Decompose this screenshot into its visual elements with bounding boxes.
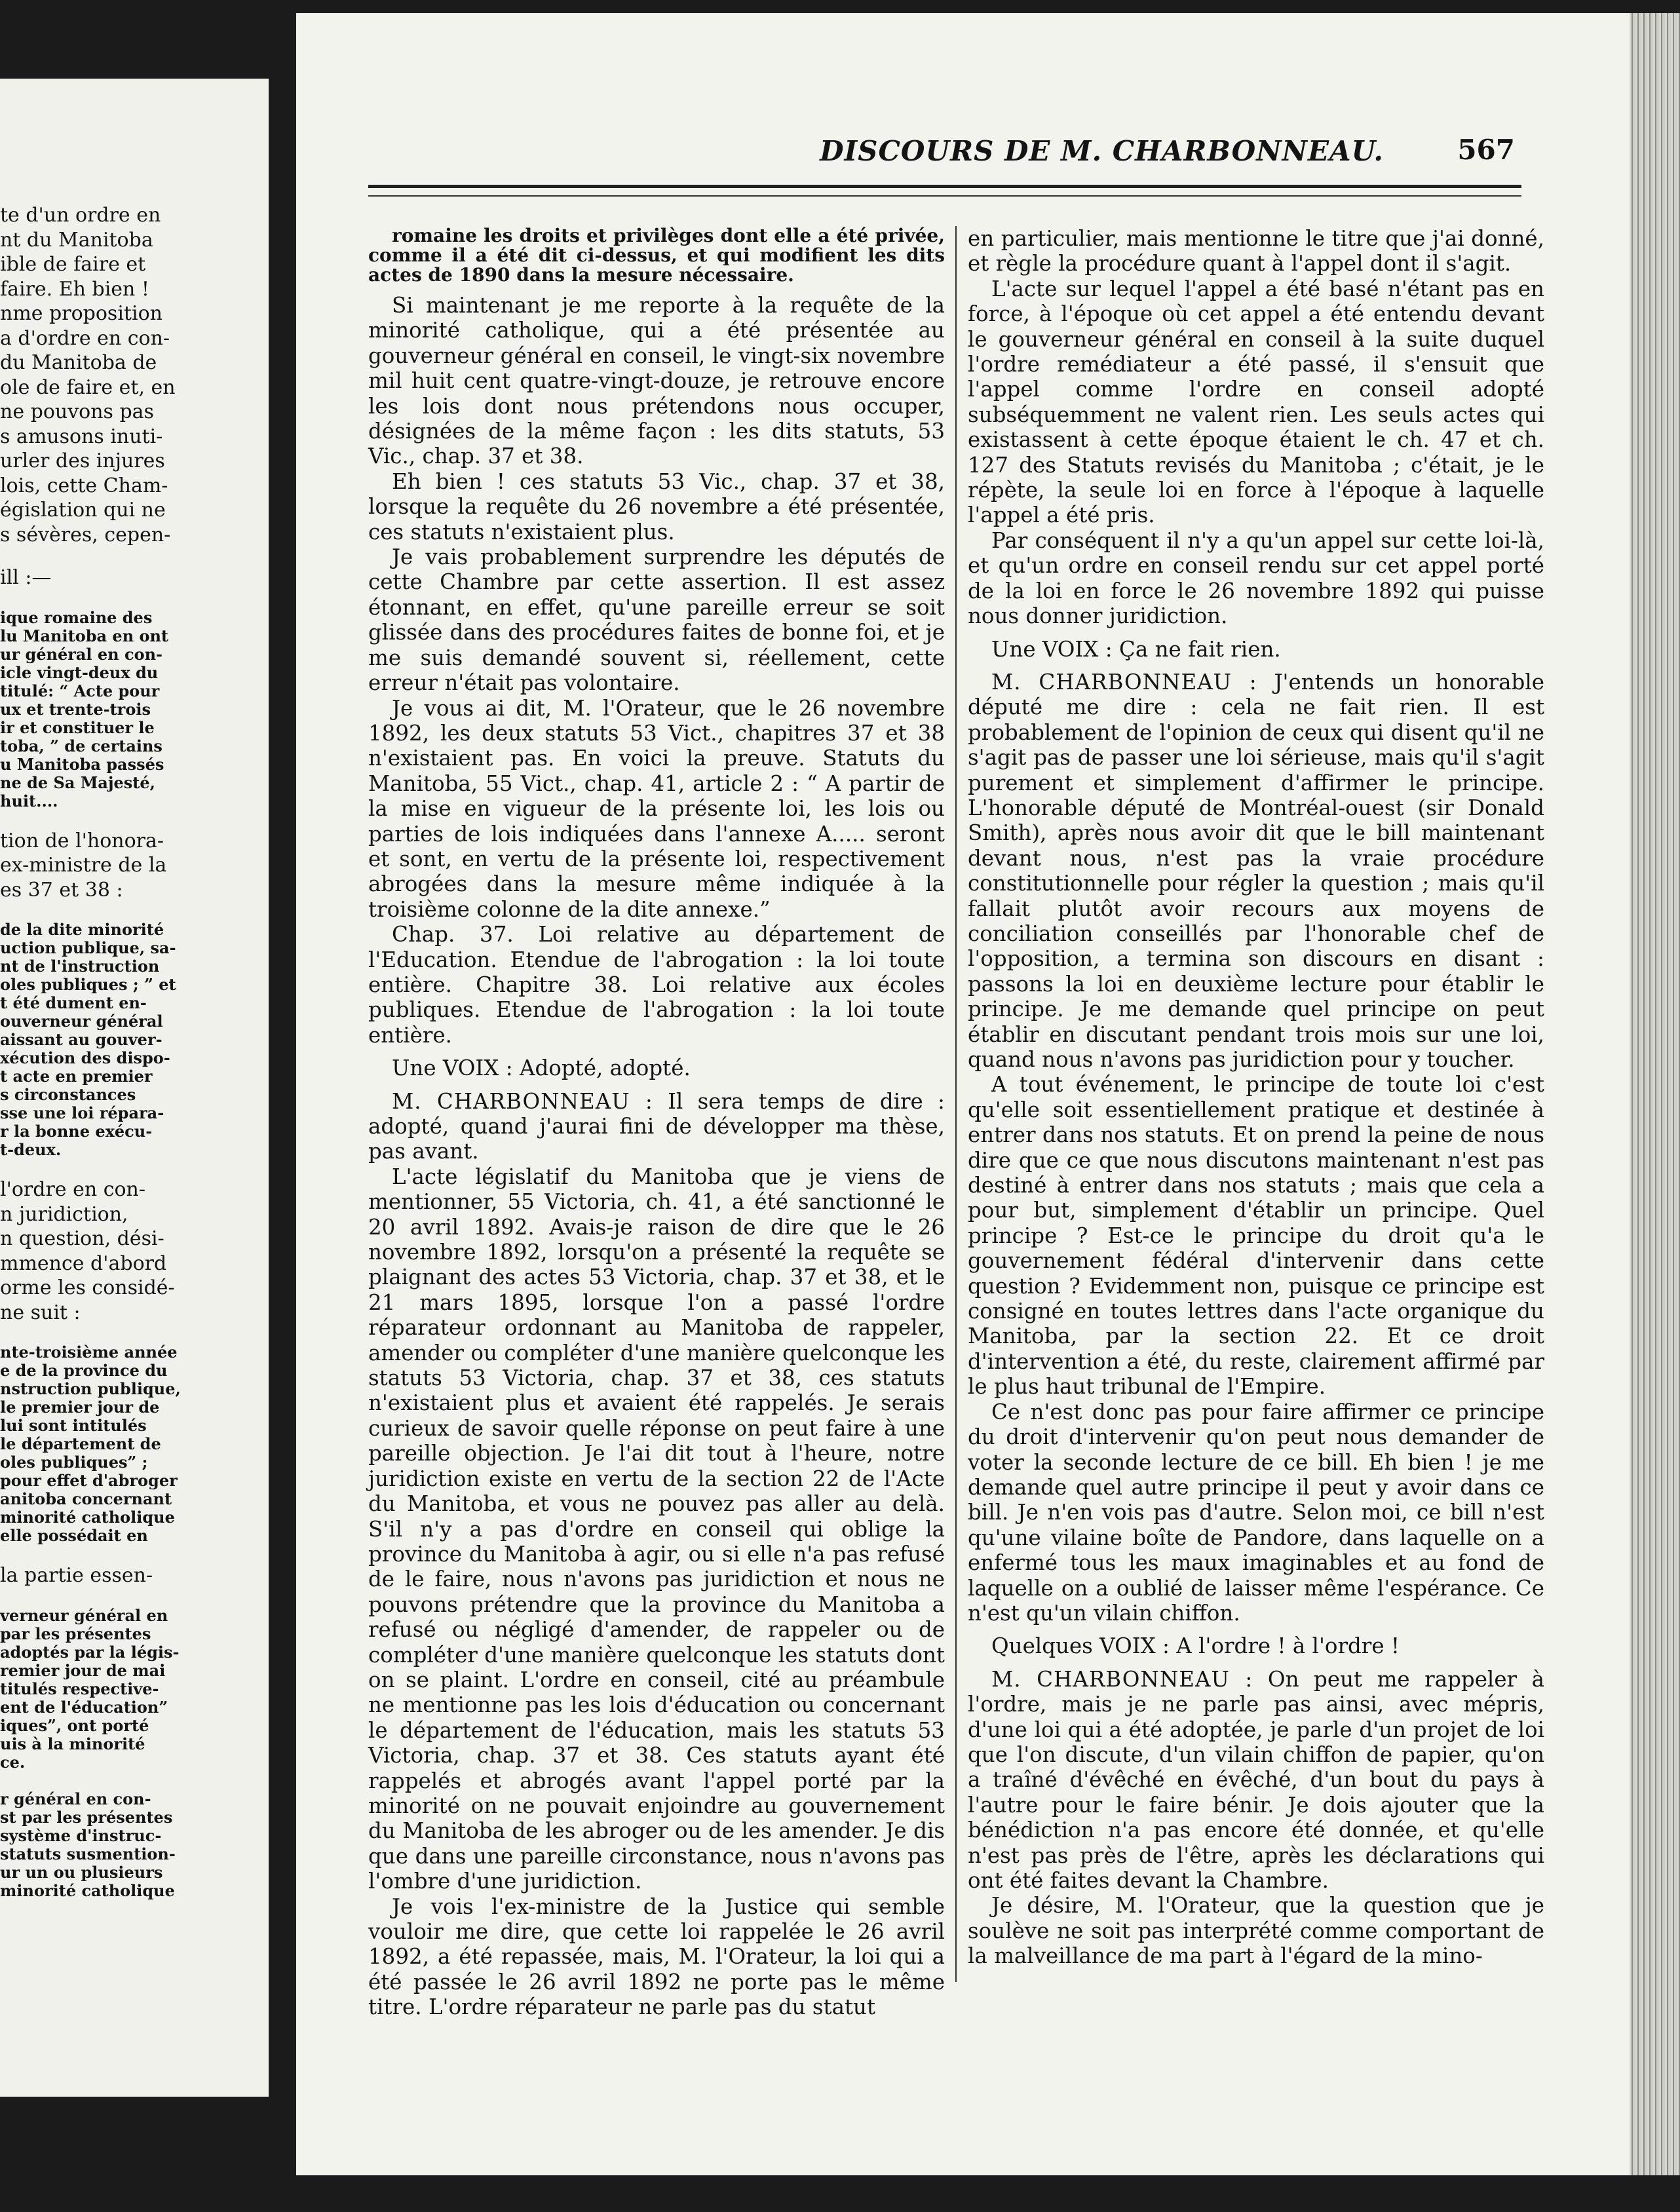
fragment-line: st par les présentes (0, 1808, 173, 1827)
speaker-paragraph (368, 1089, 945, 1164)
fragment-line: ne suit : (0, 1301, 81, 1324)
fragment-line: mmence d'abord (0, 1251, 167, 1275)
right-column (968, 226, 1544, 1969)
fragment-line: icle vingt-deux du (0, 663, 159, 682)
fragment-line: adoptés par la légis- (0, 1643, 180, 1662)
fragment-line: s sévères, cepen- (0, 523, 171, 546)
fragment-line: aissant au gouver- (0, 1031, 162, 1049)
paragraph: Je vois l'ex-ministre de la Justice qui semble vouloir me dire, que cette loi rappelée le 26 avril 1892, a été repassée, mais, M. l'Orateur, la loi qui a été passée le 26 avril 1892 ne porte pas le même titre. L'ordre réparateur ne parle pas du statut (368, 1894, 945, 2020)
fragment-line: verneur général en (0, 1606, 168, 1625)
column-divider (955, 226, 957, 1982)
fragment-line (0, 1545, 262, 1563)
previous-page-lines (0, 203, 262, 1900)
fragment-line: l'ordre en con- (0, 1178, 146, 1201)
fragment-line: ne de Sa Majesté, (0, 773, 156, 792)
paragraph: A tout événement, le principe de toute loi c'est qu'elle soit essentiellement pratique et destinée à entrer dans nos statuts. Et on prend la peine de nous dire que ce que nous discutons maintenant n'est pas destiné à entrer dans nos statuts ; mais que cela a pour but, simplement d'établir un principe. Quel principe ? Est-ce le principe du droit qu'a le gouvernement fédéral d'intervenir dans cette question ? Evidemment non, puisque ce principe est consigné en toutes lettres dans l'acte organique du Manitoba, par la section 22. Et ce droit d'intervention a été, du reste, clairement affirmé par le plus haut tribunal de l'Empire. (968, 1072, 1544, 1400)
fragment-line: tion de l'honora- (0, 829, 164, 852)
fragment-line: du Manitoba de (0, 351, 157, 374)
fragment-line: titulé: “ Acte pour (0, 681, 160, 700)
paragraph: Si maintenant je me reporte à la requête de la minorité catholique, qui a été présentée au gouverneur général en conseil, le vingt-six novembre mil huit cent quatre-vingt-douze, je retrouve encore les lois dont nous prétendons nous occuper, désignées de la même façon : les dits statuts, 53 Vic., chap. 37 et 38. (368, 293, 945, 469)
fragment-line: r la bonne exécu- (0, 1122, 153, 1141)
fragment-line: de la dite minorité (0, 921, 164, 939)
fragment-line: ur général en con- (0, 645, 162, 664)
fragment-line: iques”, ont porté (0, 1716, 149, 1735)
fragment-line (0, 810, 262, 829)
fragment-line: faire. Eh bien ! (0, 277, 149, 301)
fragment-line: n juridiction, (0, 1202, 128, 1226)
speech-text: On peut me rappeler à l'ordre, mais je ne parle pas ainsi, avec mépris, d'une loi qui a été adoptée, je parle d'un projet de loi que l'on discute, d'un vilain chiffon de papier, qu'on a traîné d'évêché en évêché, d'un bout du pays à l'autre pour le faire bénir. Je dois ajouter que la bénédiction n'a pas encore été donnée, et qu'elle n'est pas près de l'être, après les déclarations qui ont été faites devant la Chambre. (968, 1666, 1544, 1893)
fragment-line: remier jour de mai (0, 1661, 166, 1680)
fragment-line: r général en con- (0, 1789, 151, 1808)
speaker-paragraph (968, 670, 1544, 1073)
running-header (296, 124, 1630, 167)
speech-text: Il sera temps de dire : adopté, quand j'aurai fini de développer ma thèse, pas avant. (368, 1088, 945, 1164)
page-edges (1630, 13, 1680, 2175)
page (296, 13, 1630, 2175)
fragment-line: xécution des dispo- (0, 1049, 170, 1067)
fragment-line: uction publique, sa- (0, 939, 176, 957)
running-title: DISCOURS DE M. CHARBONNEAU. (820, 135, 1384, 167)
fragment-line: nte-troisième année (0, 1343, 178, 1362)
fragment-line: uis à la minorité (0, 1734, 145, 1753)
paragraph: L'acte législatif du Manitoba que je viens de mentionner, 55 Victoria, ch. 41, a été sanctionné le 20 avril 1892. Avais-je raison de dire que le 26 novembre 1892, lorsqu'on a présenté la requête se plaignant des actes 53 Victoria, chap. 37 et 38, et le 21 mars 1895, lorsque l'on a passé l'ordre réparateur ordonnant au Manitoba de rappeler, amender ou compléter d'une manière quelconque les statuts 53 Victoria, chap. 37 et 38, ces statuts n'existaient plus et avaient été rappelés. Je serais curieux de savoir quelle réponse on peut faire à une pareille objection. Je l'ai dit tout à l'heure, notre juridiction existe en vertu de la section 22 de l'Acte du Manitoba, et vous ne pouvez pas aller au delà. S'il n'y a pas d'ordre en conseil qui oblige la province du Manitoba à agir, ou si elle n'a pas refusé de le faire, nous n'avons pas juridiction et nous ne pouvons prétendre que la province du Manitoba a refusé ou négligé d'amender, de rappeler ou de compléter d'une manière quelconque les statuts dont on se plaint. L'ordre en conseil, cité au préambule ne mentionne pas les lois d'éducation ou concernant le département de l'éducation, mais les statuts 53 Victoria, chap. 37 et 38. Ces statuts ayant été rappelés et abrogés avant l'appel porté par la minorité on ne pouvait enjoindre au gouvernement du Manitoba de les abroger ou de les amender. Je dis que dans une pareille circonstance, nous n'avons pas l'ombre d'une juridiction. (368, 1164, 945, 1894)
fragment-line (0, 1159, 262, 1177)
left-column (368, 226, 945, 2020)
fragment-line (0, 547, 262, 565)
fragment-line (0, 902, 262, 921)
fragment-line: ill :— (0, 566, 52, 589)
fragment-line: t acte en premier (0, 1067, 153, 1086)
fragment-line: sse une loi répara- (0, 1104, 164, 1122)
header-rule-thin (368, 195, 1521, 197)
fragment-line: t été dument en- (0, 994, 147, 1012)
fragment-line: nt du Manitoba (0, 228, 153, 252)
paragraph: Eh bien ! ces statuts 53 Vic., chap. 37 et 38, lorsque la requête du 26 novembre a été présentée, ces statuts n'existaient plus. (368, 468, 945, 544)
fragment-line: urler des injures (0, 449, 165, 472)
fragment-line (0, 1772, 262, 1790)
fragment-line: ir et constituer le (0, 718, 155, 737)
paragraph: L'acte sur lequel l'appel a été basé n'étant pas en force, à l'époque où cet appel a été entendu devant le gouverneur général en conseil à la suite duquel l'ordre remédiateur a été passé, il s'ensuit que l'appel comme l'ordre en conseil adopté subséquemment ne valent rien. Les seuls actes qui existassent à cette époque étaient le ch. 47 et ch. 127 des Statuts revisés du Manitoba ; c'était, je le répète, la seule loi en force à l'époque à laquelle l'appel a été pris. (968, 276, 1544, 528)
fragment-line: te d'un ordre en (0, 204, 161, 227)
paragraph: Je désire, M. l'Orateur, que la question que je soulève ne soit pas interprété comme comportant de la malveillance de ma part à l'égard de la mino- (968, 1893, 1544, 1969)
paragraph: Je vais probablement surprendre les députés de cette Chambre par cette assertion. Il est assez étonnant, en effet, qu'une pareille erreur se soit glissée dans des procédures faites de bonne foi, et je me suis demandé souvent si, réellement, cette erreur n'était pas volontaire. (368, 544, 945, 696)
fragment-line: système d'instruc- (0, 1826, 162, 1845)
fragment-line: a d'ordre en con- (0, 326, 170, 350)
fragment-line: ouverneur général (0, 1012, 163, 1031)
fragment-line: elle possédait en (0, 1527, 148, 1545)
fragment-line: anitoba concernant (0, 1490, 172, 1508)
continuation-note: romaine les droits et privilèges dont elle a été privée, comme il a été dit ci-dessus, et qui modifient les dits actes de 1890 dans la mesure nécessaire. (368, 225, 945, 286)
fragment-line: huit.... (0, 791, 58, 810)
fragment-line: statuts susmention- (0, 1844, 176, 1863)
fragment-line: ne pouvons pas (0, 400, 154, 423)
fragment-line: e de la province du (0, 1362, 168, 1380)
fragment-line: ique romaine des (0, 608, 153, 627)
fragment-line: minorité catholique (0, 1508, 175, 1527)
fragment-line: ole de faire et, en (0, 375, 176, 399)
fragment-line: ible de faire et (0, 253, 146, 276)
fragment-line: le département de (0, 1435, 161, 1453)
fragment-line: minorité catholique (0, 1881, 175, 1900)
speech-text: J'entends un honorable député me dire : cela ne fait rien. Il est probablement de l'opinion de ceux qui disent qu'il ne s'agit pas de passer une loi sérieuse, mais qu'il s'agit purement et simplement d'affirmer le principe. L'honorable député de Montréal-ouest (sir Donald Smith), après nous avoir dit que le bill maintenant devant nous, n'est pas la vraie procédure constitutionnelle pour régler la question ; mais qu'il fallait plutôt avoir recours aux moyens de conciliation conseillés par l'honorable chef de l'opposition, a termina son discours en disant : passons la loi en deuxième lecture pour établir le principe. Je me demande quel principe on peut établir en discutant pendant trois mois sur une loi, quand nous n'avons pas juridiction pour y toucher. (968, 669, 1544, 1072)
fragment-line: nstruction publique, (0, 1380, 181, 1398)
speaker-name: M. CHARBONNEAU : (392, 1088, 653, 1114)
fragment-line: u Manitoba passés (0, 755, 164, 774)
fragment-line: égislation qui ne (0, 499, 166, 522)
fragment-line: toba, ” de certains (0, 736, 162, 755)
fragment-line: la partie essen- (0, 1564, 153, 1587)
fragment-line (0, 1325, 262, 1343)
fragment-line: s amusons inuti- (0, 425, 163, 448)
fragment-line: oles publiques ; ” et (0, 976, 176, 994)
paragraph: Par conséquent il n'y a qu'un appel sur cette loi-là, et qu'un ordre en conseil rendu sur cet appel porté de la loi en force le 26 novembre 1892 qui puisse nous donner juridiction. (968, 527, 1544, 629)
fragment-line: es 37 et 38 : (0, 878, 123, 902)
fragment-line: t-deux. (0, 1141, 62, 1159)
header-rule (368, 185, 1521, 188)
speaker-name: M. CHARBONNEAU : (991, 1666, 1253, 1692)
interjection: Une VOIX : Adopté, adopté. (392, 1056, 691, 1081)
fragment-line: ex-ministre de la (0, 854, 167, 877)
fragment-line: s circonstances (0, 1086, 136, 1104)
fragment-line: ur un ou plusieurs (0, 1863, 163, 1882)
interjection: Une VOIX : Ça ne fait rien. (991, 636, 1281, 662)
speaker-name: M. CHARBONNEAU : (991, 669, 1257, 695)
fragment-line: lui sont intitulés (0, 1417, 147, 1435)
fragment-line: nt de l'instruction (0, 957, 160, 976)
paragraph: en particulier, mais mentionne le titre que j'ai donné, et règle la procédure quant à l'appel dont il s'agit. (968, 226, 1544, 276)
fragment-line: orme les considé- (0, 1276, 175, 1299)
fragment-line: oles publiques” ; (0, 1453, 148, 1472)
fragment-line: nme proposition (0, 302, 162, 325)
speaker-paragraph (968, 1667, 1544, 1894)
fragment-line: titulés respective- (0, 1679, 159, 1698)
previous-page-fragment (0, 79, 269, 2097)
paragraph: Ce n'est donc pas pour faire affirmer ce principe du droit d'intervenir qu'on peut nous demander de voter la seconde lecture de ce bill. Eh bien ! je me demande quel autre principe il peut y avoir dans ce bill. Je n'en vois pas d'autre. Selon moi, ce bill n'est qu'une vilaine boîte de Pandore, dans laquelle on a enfermé tous les maux imaginables et au fond de laquelle on a oublié de laisser même l'espérance. Ce n'est qu'un vilain chiffon. (968, 1399, 1544, 1626)
fragment-line: pour effet d'abroger (0, 1472, 178, 1490)
fragment-line: ce. (0, 1753, 26, 1772)
fragment-line (0, 1588, 262, 1607)
fragment-line: lu Manitoba en ont (0, 626, 169, 645)
fragment-line: ent de l'éducation” (0, 1698, 168, 1717)
paragraph: Je vous ai dit, M. l'Orateur, que le 26 novembre 1892, les deux statuts 53 Vict., chapitres 37 et 38 n'existaient pas. En voici la preuve. Statuts du Manitoba, 55 Vict., chap. 41, article 2 : “ A partir de la mise en vigueur de la présente loi, les lois ou parties de lois indiquées dans l'annexe A..... seront et sont, en vertu de la présente loi, respectivement abrogées dans la mesure même indiquée à la troisième colonne de la dite annexe.” (368, 695, 945, 922)
fragment-line (0, 590, 262, 609)
fragment-line: ux et trente-trois (0, 700, 151, 719)
page-number: 567 (1457, 134, 1515, 166)
fragment-line: lois, cette Cham- (0, 474, 168, 497)
fragment-line: le premier jour de (0, 1398, 160, 1417)
fragment-line: n question, dési- (0, 1227, 164, 1250)
interjection: Quelques VOIX : A l'ordre ! à l'ordre ! (991, 1633, 1400, 1659)
paragraph: Chap. 37. Loi relative au département de l'Education. Etendue de l'abrogation : la loi toute entière. Chapitre 38. Loi relative aux écoles publiques. Etendue de l'abrogation : la loi toute entière. (368, 922, 945, 1048)
fragment-line: par les présentes (0, 1624, 151, 1643)
